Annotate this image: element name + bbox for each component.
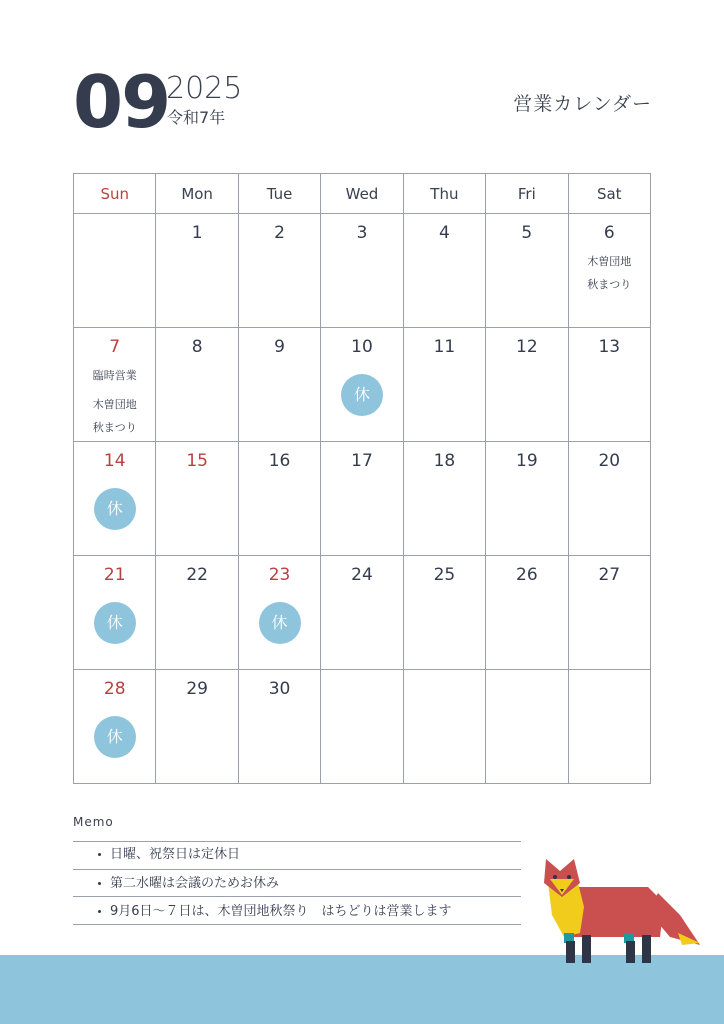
calendar-day-cell — [74, 556, 156, 670]
calendar-empty-cell — [486, 670, 568, 784]
calendar-day-cell — [238, 556, 320, 670]
era-year: 令和7年 — [167, 108, 226, 127]
calendar-day-cell — [403, 328, 485, 442]
calendar-day-cell — [568, 328, 650, 442]
day-number: 18 — [433, 451, 456, 471]
bullet-icon — [98, 882, 101, 885]
day-number: 11 — [433, 337, 456, 357]
calendar-day-cell — [403, 442, 485, 556]
memo-item — [98, 875, 279, 893]
memo-item — [98, 846, 240, 864]
day-number: 23 — [268, 565, 291, 585]
day-note: 臨時営業 — [92, 369, 137, 382]
day-number: 24 — [351, 565, 373, 585]
day-number: 26 — [516, 565, 538, 585]
day-number: 16 — [268, 451, 291, 471]
calendar-day-cell — [156, 556, 238, 670]
weekday-sat: Sat — [568, 174, 650, 214]
memo-divider — [73, 924, 521, 925]
weekday-mon: Mon — [156, 174, 238, 214]
calendar-empty-cell — [321, 670, 403, 784]
day-number: 3 — [356, 223, 368, 243]
day-number: 15 — [186, 451, 208, 471]
day-number: 20 — [598, 451, 621, 471]
fox-illustration — [530, 845, 710, 970]
day-note: 木曽団地 — [92, 398, 137, 411]
day-number: 13 — [598, 337, 621, 357]
day-number: 21 — [103, 565, 126, 585]
month-number: 09 — [73, 60, 170, 144]
day-number: 4 — [438, 223, 450, 243]
memo-item-text: 第二水曜は会議のためお休み — [110, 876, 280, 891]
calendar-day-cell — [321, 442, 403, 556]
closed-day-badge: 休 — [94, 716, 136, 758]
memo-divider — [73, 869, 521, 870]
memo-item-text: 9月6日～７日は、木曽団地秋祭り はちどりは営業します — [110, 904, 452, 919]
calendar-day-cell — [74, 670, 156, 784]
day-number: 10 — [351, 337, 373, 357]
day-number: 5 — [521, 223, 533, 243]
calendar-day-cell — [238, 328, 320, 442]
weekday-fri: Fri — [486, 174, 568, 214]
calendar-day-cell — [156, 442, 238, 556]
calendar-day-cell — [403, 556, 485, 670]
day-number: 30 — [268, 679, 291, 699]
weekday-header-row — [74, 174, 651, 214]
calendar-empty-cell — [568, 670, 650, 784]
calendar-week-row — [74, 328, 651, 442]
day-number: 22 — [186, 565, 208, 585]
closed-day-badge: 休 — [341, 374, 383, 416]
calendar-day-cell — [568, 442, 650, 556]
calendar-empty-cell — [403, 670, 485, 784]
day-number: 1 — [191, 223, 203, 243]
memo-divider — [73, 896, 521, 897]
calendar-week-row — [74, 556, 651, 670]
day-number: 2 — [274, 223, 285, 243]
closed-day-badge: 休 — [94, 602, 136, 644]
calendar-day-cell — [74, 328, 156, 442]
calendar-grid — [73, 173, 651, 784]
day-number: 9 — [274, 337, 285, 357]
calendar-day-cell — [321, 556, 403, 670]
calendar-day-cell — [568, 214, 650, 328]
calendar-week-row — [74, 214, 651, 328]
calendar-day-cell — [486, 442, 568, 556]
day-number: 29 — [186, 679, 208, 699]
memo-item-text: 日曜、祝祭日は定休日 — [110, 847, 241, 862]
weekday-wed: Wed — [321, 174, 403, 214]
calendar-week-row — [74, 442, 651, 556]
weekday-sun: Sun — [74, 174, 156, 214]
calendar-day-cell — [321, 214, 403, 328]
day-number: 8 — [191, 337, 203, 357]
bullet-icon — [98, 853, 101, 856]
day-number: 6 — [603, 223, 615, 243]
calendar-day-cell — [486, 328, 568, 442]
day-number: 25 — [433, 565, 456, 585]
calendar-week-row — [74, 670, 651, 784]
day-number: 14 — [103, 451, 126, 471]
day-note: 秋まつり — [92, 421, 137, 434]
calendar-title: 営業カレンダー — [513, 93, 652, 115]
weekday-tue: Tue — [238, 174, 320, 214]
day-note: 秋まつり — [587, 278, 632, 291]
day-note: 木曽団地 — [587, 255, 632, 268]
weekday-thu: Thu — [403, 174, 485, 214]
year: 2025 — [166, 71, 243, 106]
closed-day-badge: 休 — [259, 602, 301, 644]
calendar-day-cell — [486, 214, 568, 328]
calendar-day-cell — [238, 442, 320, 556]
memo-divider — [73, 841, 521, 842]
calendar-day-cell — [156, 214, 238, 328]
calendar-empty-cell — [74, 214, 156, 328]
day-number: 7 — [109, 337, 121, 357]
day-number: 12 — [516, 337, 538, 357]
day-number: 27 — [598, 565, 621, 585]
calendar-day-cell — [238, 670, 320, 784]
calendar-day-cell — [568, 556, 650, 670]
day-number: 19 — [516, 451, 538, 471]
calendar-day-cell — [321, 328, 403, 442]
calendar-day-cell — [238, 214, 320, 328]
closed-day-badge: 休 — [94, 488, 136, 530]
memo-label: Memo — [73, 815, 114, 829]
day-number: 28 — [103, 679, 126, 699]
day-number: 17 — [351, 451, 373, 471]
calendar-day-cell — [156, 328, 238, 442]
calendar-day-cell — [403, 214, 485, 328]
bullet-icon — [98, 910, 101, 913]
calendar-day-cell — [486, 556, 568, 670]
calendar-day-cell — [74, 442, 156, 556]
memo-item — [98, 903, 452, 921]
calendar-day-cell — [156, 670, 238, 784]
